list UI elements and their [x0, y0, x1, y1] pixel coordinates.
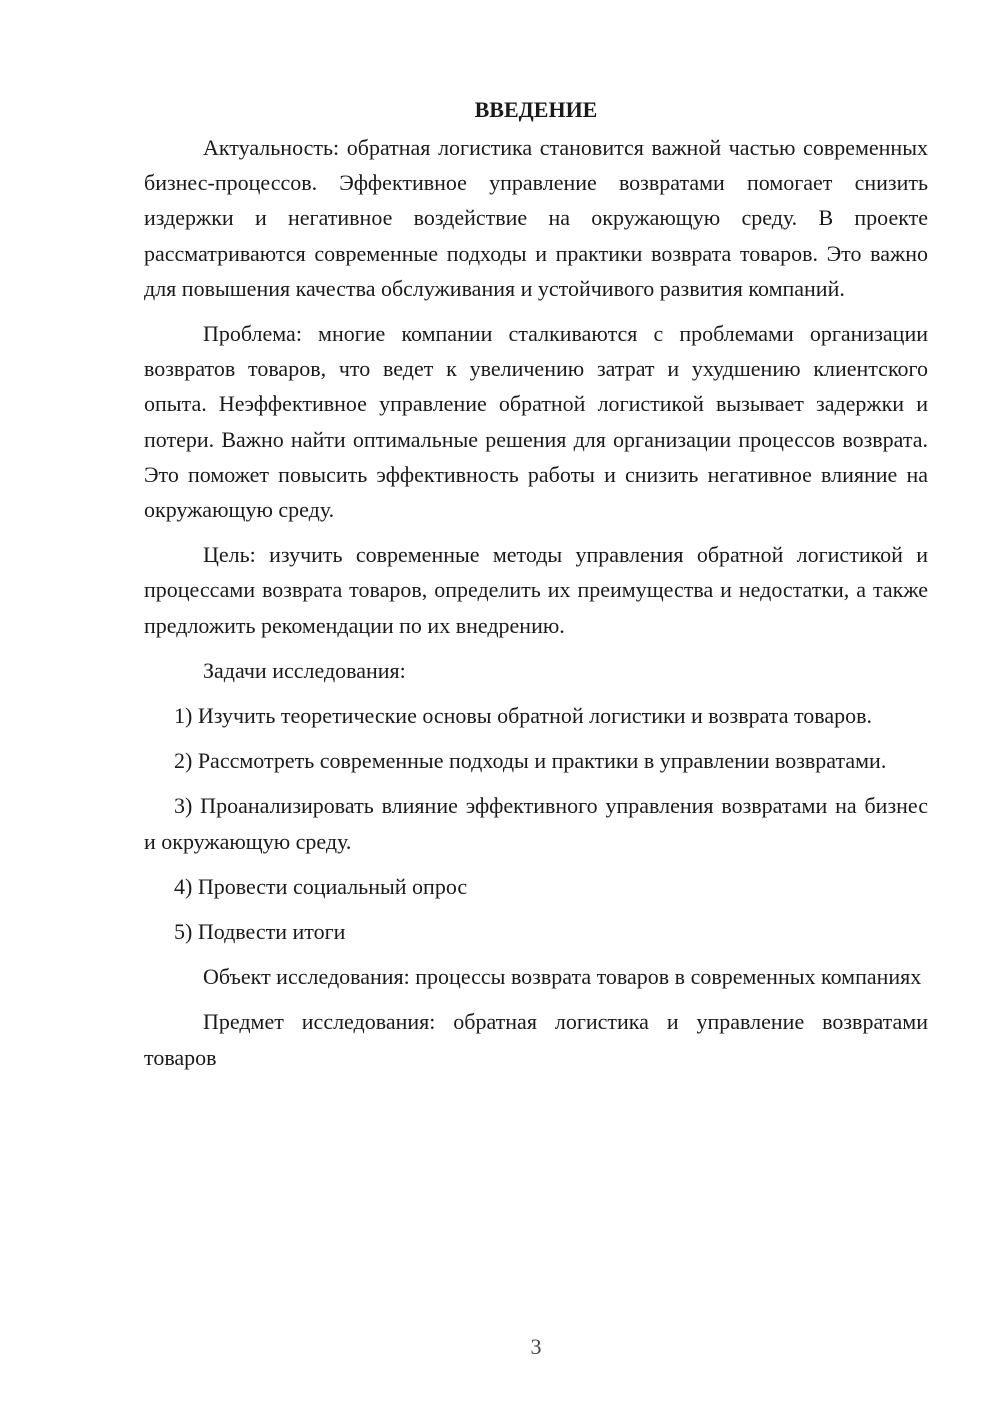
tasks-heading: Задачи исследования: [203, 657, 406, 683]
subject-paragraph: Предмет исследования: обратная логистика и управление возвратами товаров [144, 1009, 928, 1070]
goal-paragraph: Цель: изучить современные методы управления обратной логистикой и процессами возврата товаров, определить их преимущества и недостатки, а также предложить рекомендации по их внедрению. [144, 542, 928, 638]
page-number: 3 [530, 1334, 542, 1359]
task-item-3: 3) Проанализировать влияние эффективного управления возвратами на бизнес и окружающую среду. [144, 793, 928, 854]
problem-paragraph: Проблема: многие компании сталкиваются с проблемами организации возвратов товаров, что ведет к увеличению затрат и ухудшению клиентского опыта. Неэффективное управление обратной логистикой вызывает задержки и потери. Важно найти оптимальные решения для организации процессов возврата. Это поможет повысить эффективность работы и снизить негативное влияние на окружающую среду. [144, 321, 928, 523]
relevance-paragraph: Актуальность: обратная логистика становится важной частью современных бизнес-процессов. Эффективное управление возвратами помогает снизить издержки и негативное воздействие на окружающую среду. В проекте рассматриваются современные подходы и практики возврата товаров. Это важно для повышения качества обслуживания и устойчивого развития компаний. [144, 135, 928, 301]
task-item-2: 2) Рассмотреть современные подходы и практики в управлении возвратами. [174, 748, 887, 774]
page-title: ВВЕДЕНИЕ [474, 97, 598, 122]
document-page [144, 92, 928, 1085]
object-paragraph: Объект исследования: процессы возврата товаров в современных компаниях [203, 964, 922, 990]
task-item-4: 4) Провести социальный опрос [174, 873, 468, 899]
task-item-5: 5) Подвести итоги [174, 919, 346, 945]
task-item-1: 1) Изучить теоретические основы обратной логистики и возврата товаров. [174, 703, 873, 729]
